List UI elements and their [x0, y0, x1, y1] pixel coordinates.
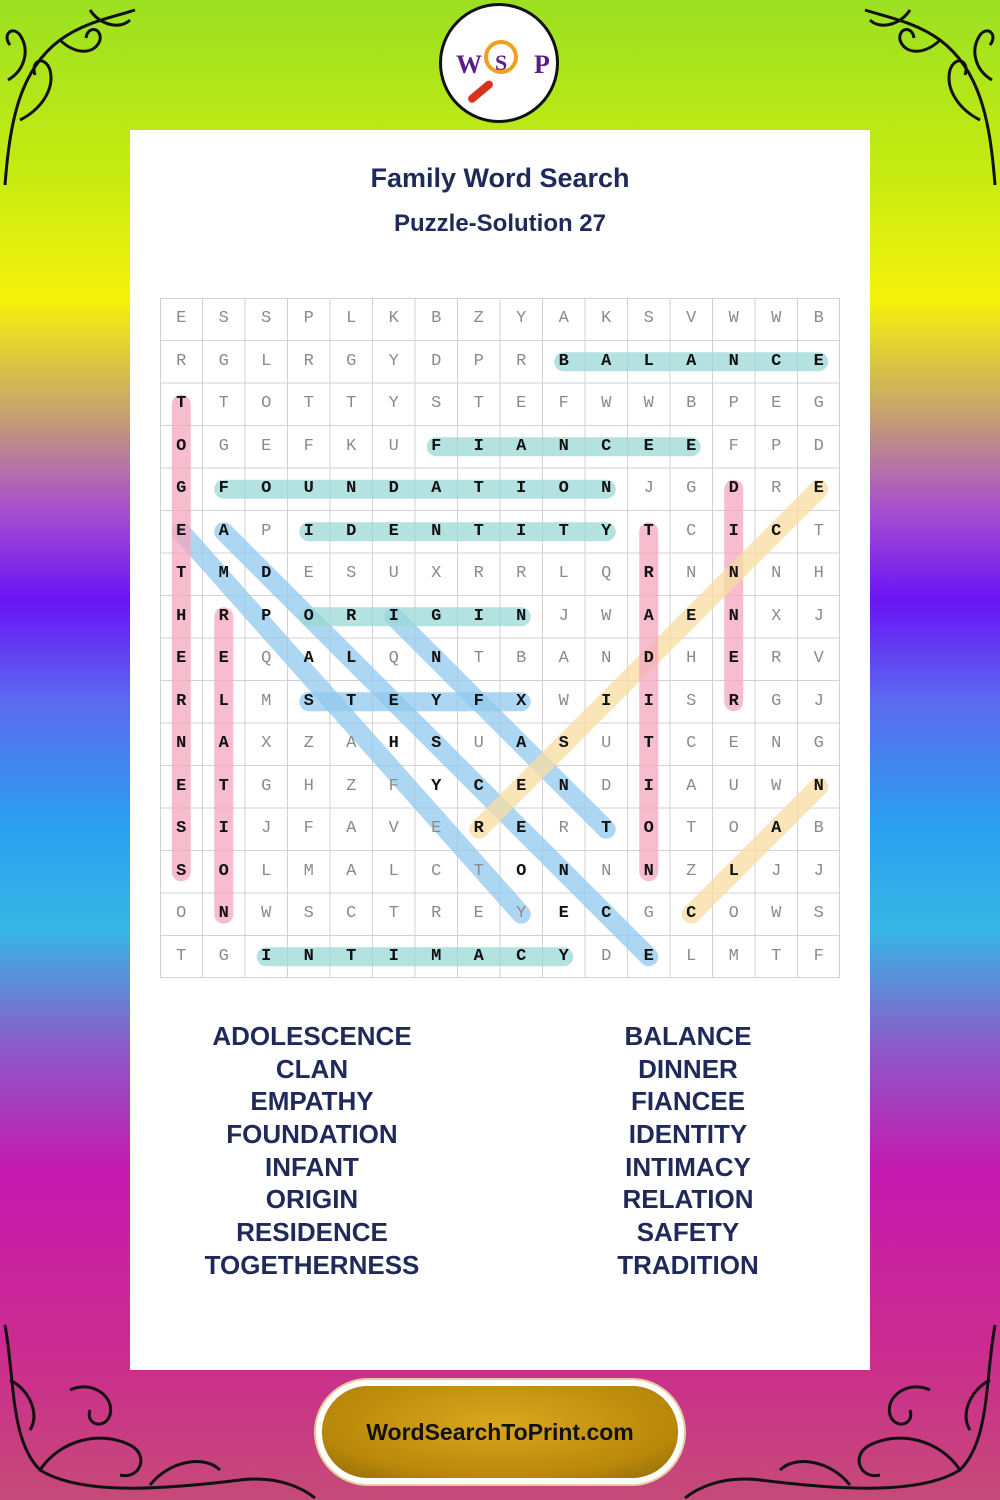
grid-cell[interactable]: M	[728, 946, 739, 966]
grid-cell[interactable]: L	[388, 861, 399, 881]
grid-cell[interactable]: B	[686, 394, 697, 413]
grid-cell[interactable]: Y	[431, 691, 442, 711]
grid-cell[interactable]: E	[303, 564, 314, 583]
grid-cell[interactable]: T	[643, 521, 654, 541]
grid-cell[interactable]: Z	[473, 309, 484, 328]
grid-cell[interactable]: T	[558, 521, 569, 541]
grid-cell[interactable]: S	[346, 564, 357, 583]
word-list-item: SAFETY	[636, 1217, 740, 1248]
grid-cell[interactable]: F	[303, 819, 314, 838]
grid-cell[interactable]: N	[601, 479, 612, 498]
grid-cell[interactable]: A	[346, 819, 357, 838]
grid-cell[interactable]: E	[176, 521, 187, 541]
grid-cell[interactable]: H	[303, 776, 314, 796]
grid-cell[interactable]: Q	[388, 649, 399, 668]
grid-cell[interactable]: N	[686, 564, 697, 583]
grid-cell[interactable]: W	[643, 394, 654, 413]
grid-cell[interactable]: T	[303, 394, 314, 413]
grid-cell[interactable]: B	[813, 309, 824, 328]
grid-cell[interactable]: E	[431, 819, 442, 838]
word-list-item: TRADITION	[617, 1249, 759, 1280]
grid-cell[interactable]: H	[176, 606, 187, 626]
grid-cell[interactable]: I	[218, 819, 229, 838]
grid-cell[interactable]: I	[388, 606, 399, 626]
grid-cell[interactable]: A	[346, 734, 357, 753]
grid-cell[interactable]: T	[176, 394, 187, 413]
grid-cell[interactable]: J	[813, 606, 824, 626]
grid-cell[interactable]: D	[601, 776, 612, 796]
grid-cell[interactable]: F	[431, 436, 442, 456]
grid-cell[interactable]: O	[176, 436, 187, 456]
grid-cell[interactable]: H	[813, 564, 824, 583]
grid-cell[interactable]: I	[516, 521, 527, 541]
logo-letter-w: W	[456, 50, 482, 79]
grid-cell[interactable]: Z	[686, 861, 697, 881]
grid-cell[interactable]: G	[346, 351, 357, 371]
grid-cell[interactable]: T	[218, 394, 229, 413]
ornament-top-left	[0, 0, 140, 190]
grid-cell[interactable]: T	[473, 649, 484, 668]
grid-cell[interactable]: E	[176, 776, 187, 796]
grid-cell[interactable]: E	[388, 521, 399, 541]
grid-cell[interactable]: J	[261, 819, 272, 838]
grid-cell[interactable]: C	[473, 776, 484, 796]
grid-cell[interactable]: E	[813, 479, 824, 498]
grid-cell[interactable]: P	[728, 394, 739, 413]
grid-cell[interactable]: R	[473, 564, 484, 583]
grid-cell[interactable]: G	[686, 479, 697, 498]
grid-cell[interactable]: R	[346, 606, 357, 626]
grid-cell[interactable]: N	[218, 904, 229, 923]
grid-cell[interactable]: Q	[601, 564, 612, 583]
grid-cell[interactable]: W	[728, 309, 739, 328]
grid-cell[interactable]: T	[473, 479, 484, 498]
grid-cell[interactable]: A	[643, 606, 654, 626]
grid-cell[interactable]: J	[643, 479, 654, 498]
grid-cell[interactable]: E	[643, 946, 654, 966]
grid-cell[interactable]: B	[516, 649, 527, 668]
grid-cell[interactable]: E	[771, 394, 782, 413]
grid-cell[interactable]: E	[813, 351, 824, 371]
grid-cell[interactable]: D	[601, 946, 612, 966]
grid-cell[interactable]: I	[728, 521, 739, 541]
grid-cell[interactable]: L	[261, 351, 272, 371]
grid-cell[interactable]: G	[771, 691, 782, 711]
grid-cell[interactable]: O	[261, 479, 272, 498]
grid-cell[interactable]: S	[176, 819, 187, 838]
word-list-item: FIANCEE	[630, 1086, 746, 1117]
grid-cell[interactable]: T	[771, 946, 782, 966]
grid-cell[interactable]: N	[771, 564, 782, 583]
grid-cell[interactable]: A	[303, 649, 314, 668]
grid-cell[interactable]: W	[771, 776, 782, 796]
grid-cell[interactable]: V	[813, 649, 824, 668]
grid-cell[interactable]: A	[601, 351, 612, 371]
grid-cell[interactable]: U	[473, 734, 484, 753]
word-list-item: FOUNDATION	[226, 1119, 398, 1150]
grid-cell[interactable]: G	[643, 904, 654, 923]
grid-cell[interactable]: A	[686, 351, 697, 371]
grid-cell[interactable]: P	[473, 351, 484, 371]
grid-cell[interactable]: T	[176, 564, 187, 583]
word-list-item: DINNER	[638, 1053, 738, 1084]
grid-cell[interactable]: A	[516, 734, 527, 753]
grid-cell[interactable]: S	[431, 394, 442, 413]
grid-cell[interactable]: A	[516, 436, 527, 456]
grid-cell[interactable]: O	[176, 904, 187, 923]
grid-cell[interactable]: R	[516, 351, 527, 371]
grid-cell[interactable]: D	[643, 649, 654, 668]
grid-cell[interactable]: Y	[431, 776, 442, 796]
grid-cell[interactable]: T	[473, 521, 484, 541]
grid-cell[interactable]: E	[516, 819, 527, 838]
grid-cell[interactable]: R	[771, 649, 782, 668]
grid-cell[interactable]: R	[643, 564, 654, 583]
grid-cell[interactable]: D	[813, 436, 824, 456]
grid-cell[interactable]: N	[728, 351, 739, 371]
grid-cell[interactable]: B	[431, 309, 442, 328]
wsp-logo[interactable]	[439, 3, 559, 123]
grid-cell[interactable]: K	[346, 436, 357, 456]
grid-cell[interactable]: T	[601, 819, 612, 838]
grid-cell[interactable]: T	[218, 776, 229, 796]
grid-cell[interactable]: I	[303, 521, 314, 541]
grid-cell[interactable]: J	[558, 606, 569, 626]
grid-cell[interactable]: X	[516, 691, 527, 711]
grid-cell[interactable]: C	[686, 521, 697, 541]
grid-cell[interactable]: L	[558, 564, 569, 583]
grid-cell[interactable]: G	[218, 436, 229, 456]
logo-letter-p: P	[534, 50, 550, 79]
word-list-item: ADOLESCENCE	[212, 1021, 412, 1051]
grid-cell[interactable]: Y	[388, 394, 399, 413]
grid-cell[interactable]: A	[771, 819, 782, 838]
grid-cell[interactable]: S	[176, 861, 187, 881]
word-list-left	[162, 1020, 462, 1282]
grid-cell[interactable]: N	[601, 861, 612, 881]
grid-cell[interactable]: E	[728, 734, 739, 753]
grid-cell[interactable]: N	[601, 649, 612, 668]
grid-cell[interactable]: T	[473, 394, 484, 413]
grid-cell[interactable]: A	[473, 946, 484, 966]
grid-cell[interactable]: L	[728, 861, 739, 881]
grid-cell[interactable]: H	[388, 734, 399, 753]
grid-cell[interactable]: O	[643, 819, 654, 838]
grid-cell[interactable]: A	[558, 309, 569, 328]
grid-cell[interactable]: L	[346, 309, 357, 328]
word-list-item: EMPATHY	[250, 1086, 374, 1117]
grid-cell[interactable]: Y	[558, 946, 569, 966]
grid-cell[interactable]: D	[261, 564, 272, 583]
grid-cell[interactable]: N	[431, 649, 442, 668]
grid-cell[interactable]: J	[813, 691, 824, 711]
grid-cell[interactable]: E	[558, 904, 569, 923]
grid-cell[interactable]: O	[728, 819, 739, 838]
grid-cell[interactable]: R	[176, 351, 187, 371]
grid-cell[interactable]: S	[813, 904, 824, 923]
word-list-item: INTIMACY	[625, 1151, 751, 1182]
grid-cell[interactable]: C	[686, 904, 697, 923]
grid-cell[interactable]: Y	[601, 521, 612, 541]
grid-cell[interactable]: C	[516, 946, 527, 966]
grid-cell[interactable]: F	[388, 776, 399, 796]
grid-cell[interactable]: I	[516, 479, 527, 498]
grid-cell[interactable]: R	[728, 691, 739, 711]
grid-cell[interactable]: S	[261, 309, 272, 328]
grid-cell[interactable]: X	[771, 606, 782, 626]
grid-cell[interactable]: I	[643, 691, 654, 711]
grid-cell[interactable]: D	[346, 521, 357, 541]
grid-cell[interactable]: L	[261, 861, 272, 881]
grid-cell[interactable]: O	[303, 606, 314, 626]
grid-cell[interactable]: C	[771, 521, 782, 541]
grid-cell[interactable]: A	[218, 734, 229, 753]
grid-cell[interactable]: E	[643, 436, 654, 456]
grid-cell[interactable]: M	[431, 946, 442, 966]
grid-cell[interactable]: M	[303, 861, 314, 881]
grid-cell[interactable]: S	[303, 904, 314, 923]
grid-cell[interactable]: U	[601, 734, 612, 753]
grid-cell[interactable]: O	[728, 904, 739, 923]
grid-cell[interactable]: D	[728, 479, 739, 498]
grid-cell[interactable]: R	[516, 564, 527, 583]
grid-cell[interactable]: E	[176, 649, 187, 668]
grid-cell[interactable]: Z	[346, 776, 357, 796]
grid-cell[interactable]: C	[346, 904, 357, 923]
word-list-item: TOGETHERNESS	[204, 1249, 420, 1280]
grid-cell[interactable]: T	[813, 521, 824, 541]
grid-cell[interactable]: E	[388, 691, 399, 711]
grid-cell[interactable]: D	[431, 351, 442, 371]
grid-cell[interactable]: S	[218, 309, 229, 328]
grid-cell[interactable]: F	[558, 394, 569, 413]
grid-cell[interactable]: G	[261, 776, 272, 796]
grid-cell[interactable]: E	[686, 606, 697, 626]
grid-cell[interactable]: E	[176, 309, 187, 328]
grid-cell[interactable]: S	[303, 691, 314, 711]
grid-cell[interactable]: C	[601, 904, 612, 923]
grid-cell[interactable]: G	[431, 606, 442, 626]
grid-cell[interactable]: X	[261, 734, 272, 753]
grid-cell[interactable]: N	[516, 606, 527, 626]
grid-cell[interactable]: C	[686, 734, 697, 753]
grid-cell[interactable]: Y	[388, 351, 399, 371]
grid-cell[interactable]: C	[771, 351, 782, 371]
grid-cell[interactable]: R	[303, 351, 314, 371]
grid-cell[interactable]: R	[473, 819, 484, 838]
word-list-item: CLAN	[275, 1053, 349, 1084]
grid-cell[interactable]: P	[261, 606, 272, 626]
grid-cell[interactable]: A	[431, 479, 442, 498]
grid-cell[interactable]: F	[303, 436, 314, 456]
grid-cell[interactable]: H	[686, 649, 697, 668]
grid-cell[interactable]: V	[388, 819, 399, 838]
word-list-item: ORIGIN	[265, 1184, 359, 1215]
grid-cell[interactable]: B	[813, 819, 824, 838]
grid-cell[interactable]: E	[728, 649, 739, 668]
grid-cell[interactable]: A	[558, 649, 569, 668]
grid-cell[interactable]: T	[176, 946, 187, 966]
grid-cell[interactable]: I	[601, 691, 612, 711]
grid-cell[interactable]: E	[516, 394, 527, 413]
grid-cell[interactable]: N	[303, 946, 314, 966]
grid-cell[interactable]: S	[686, 691, 697, 711]
grid-cell[interactable]: N	[176, 734, 187, 753]
word-list-item: INFANT	[265, 1151, 359, 1182]
grid-cell[interactable]: Y	[516, 904, 527, 923]
grid-cell[interactable]: O	[261, 394, 272, 413]
grid-cell[interactable]: F	[728, 436, 739, 456]
grid-cell[interactable]: J	[771, 861, 782, 881]
page-subtitle: Puzzle-Solution 27	[393, 210, 606, 237]
grid-cell[interactable]: N	[813, 776, 824, 796]
grid-cell[interactable]: K	[388, 309, 399, 328]
grid-cell[interactable]: S	[643, 309, 654, 328]
ornament-top-right	[860, 0, 1000, 190]
grid-cell[interactable]: I	[473, 606, 484, 626]
grid-cell[interactable]: T	[346, 691, 357, 711]
grid-cell[interactable]: U	[388, 564, 399, 583]
grid-cell[interactable]: U	[388, 436, 399, 456]
grid-cell[interactable]: I	[473, 436, 484, 456]
grid-cell[interactable]: F	[473, 691, 484, 711]
grid-cell[interactable]: R	[176, 691, 187, 711]
word-list-item: BALANCE	[624, 1021, 752, 1051]
grid-cell[interactable]: D	[388, 479, 399, 498]
grid-cell[interactable]: P	[303, 309, 314, 328]
grid-cell[interactable]: M	[261, 691, 272, 711]
grid-cell[interactable]: O	[218, 861, 229, 881]
word-list-item: RESIDENCE	[236, 1217, 388, 1248]
grid-cell[interactable]: L	[346, 649, 357, 668]
grid-cell[interactable]: N	[643, 861, 654, 881]
grid-cell[interactable]: L	[686, 946, 697, 966]
grid-cell[interactable]: N	[431, 521, 442, 541]
grid-cell[interactable]: L	[643, 351, 654, 371]
grid-cell[interactable]: N	[558, 776, 569, 796]
grid-cell[interactable]: I	[643, 776, 654, 796]
grid-cell[interactable]: M	[218, 564, 229, 583]
grid-cell[interactable]: A	[346, 861, 357, 881]
grid-cell[interactable]: Y	[516, 309, 527, 328]
grid-cell[interactable]: S	[558, 734, 569, 753]
grid-cell[interactable]: R	[218, 606, 229, 626]
grid-cell[interactable]: N	[771, 734, 782, 753]
grid-cell[interactable]: A	[686, 776, 697, 796]
grid-cell[interactable]: Z	[303, 734, 314, 753]
word-list-right	[538, 1020, 838, 1282]
word-list-item: RELATION	[622, 1184, 754, 1215]
grid-cell[interactable]: N	[346, 479, 357, 498]
grid-cell[interactable]: X	[431, 564, 442, 583]
grid-cell[interactable]: S	[431, 734, 442, 753]
grid-cell[interactable]: W	[601, 394, 612, 413]
grid-cell[interactable]: G	[218, 946, 229, 966]
page-title: Family Word Search	[370, 163, 630, 193]
grid-cell[interactable]: G	[218, 351, 229, 371]
grid-cell[interactable]: U	[303, 479, 314, 498]
grid-cell[interactable]: E	[473, 904, 484, 923]
grid-cell[interactable]: G	[176, 479, 187, 498]
grid-cell[interactable]: W	[558, 691, 569, 711]
grid-cell[interactable]: T	[346, 394, 357, 413]
grid-cell[interactable]: R	[558, 819, 569, 838]
website-link-button[interactable]: WordSearchToPrint.com	[322, 1386, 678, 1478]
grid-cell[interactable]: T	[643, 734, 654, 753]
grid-cell[interactable]: P	[261, 521, 272, 541]
grid-cell[interactable]: K	[601, 309, 612, 328]
grid-cell[interactable]: G	[813, 394, 824, 413]
grid-cell[interactable]: T	[388, 904, 399, 923]
grid-cell[interactable]: O	[516, 861, 527, 881]
grid-cell[interactable]: G	[813, 734, 824, 753]
grid-cell[interactable]: N	[728, 606, 739, 626]
grid-cell[interactable]: N	[728, 564, 739, 583]
grid-cell[interactable]: B	[558, 351, 569, 371]
grid-cell[interactable]: F	[218, 479, 229, 498]
grid-cell[interactable]: C	[431, 861, 442, 881]
grid-cell[interactable]: F	[813, 946, 824, 966]
grid-cell[interactable]: W	[601, 606, 612, 626]
grid-cell[interactable]: T	[346, 946, 357, 966]
grid-cell[interactable]: A	[218, 521, 229, 541]
grid-cell[interactable]: J	[813, 861, 824, 881]
grid-cell[interactable]: V	[686, 309, 697, 328]
grid-cell[interactable]: L	[218, 691, 229, 711]
grid-cell[interactable]: E	[261, 436, 272, 456]
grid-cell[interactable]: E	[686, 436, 697, 456]
grid-cell[interactable]: R	[771, 479, 782, 498]
grid-cell[interactable]: T	[473, 861, 484, 881]
word-list-item: IDENTITY	[628, 1119, 748, 1150]
logo-letter-s: S	[495, 50, 508, 75]
grid-cell[interactable]: O	[558, 479, 569, 498]
grid-cell[interactable]: P	[771, 436, 782, 456]
grid-cell[interactable]: C	[601, 436, 612, 456]
grid-cell[interactable]: W	[261, 904, 272, 923]
grid-cell[interactable]: U	[728, 776, 739, 796]
grid-cell[interactable]: Q	[261, 649, 272, 668]
grid-cell[interactable]: E	[218, 649, 229, 668]
grid-cell[interactable]: N	[558, 436, 569, 456]
grid-cell[interactable]: I	[261, 946, 272, 966]
grid-cell[interactable]: E	[516, 776, 527, 796]
grid-cell[interactable]: I	[388, 946, 399, 966]
magnifier-handle	[466, 79, 494, 104]
grid-cell[interactable]: R	[431, 904, 442, 923]
grid-cell[interactable]: T	[686, 819, 697, 838]
grid-cell[interactable]: W	[771, 309, 782, 328]
grid-cell[interactable]: N	[558, 861, 569, 881]
grid-cell[interactable]: W	[771, 904, 782, 923]
